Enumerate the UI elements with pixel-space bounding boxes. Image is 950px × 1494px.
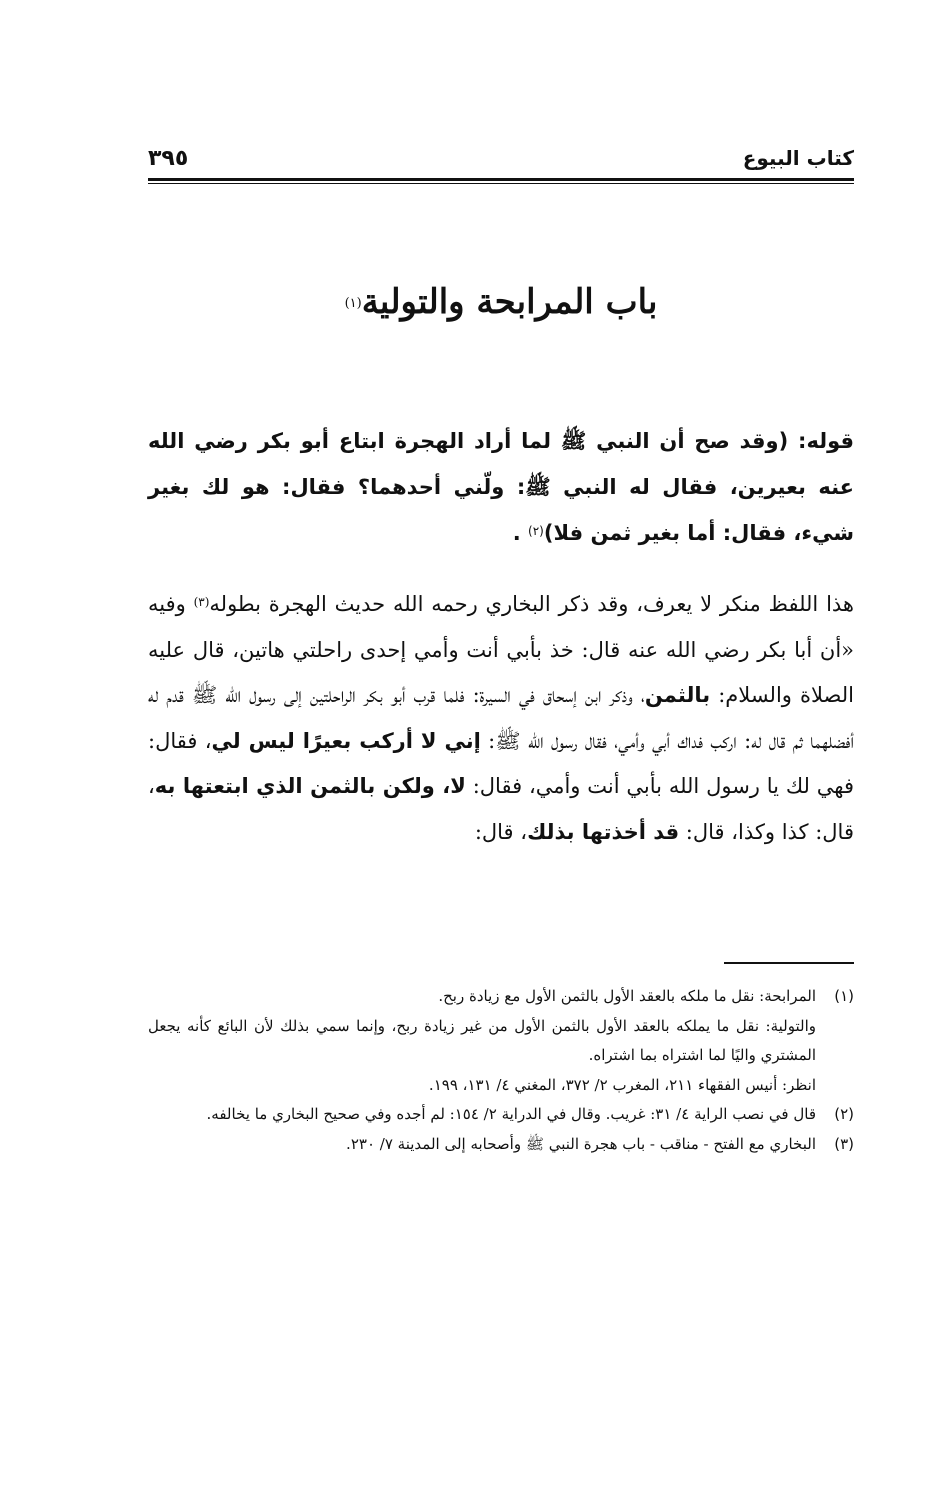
quote-text: قوله: (وقد صح أن النبي ﷺ لما أراد الهجرة ابتاع أبو بكر رضي الله عنه بعيرين، فقال له النبي ﷺ: ولّني أحدهما؟ فقال: هو لك بغير شيء، فقال: أما بغير ثمن فلا) bbox=[148, 429, 854, 545]
chapter-title-text: باب المرابحة والتولية bbox=[361, 282, 658, 322]
page-number: ٣٩٥ bbox=[148, 145, 189, 171]
footnote-line: والتولية: نقل ما يملكه بالعقد الأول بالثمن الأول من غير زيادة ربح، وإنما سمي بذلك لأن البائع كأنه يجعل المشتري واليًا لما اشتراه بما اشتراه. bbox=[148, 1016, 816, 1064]
footnote-line: البخاري مع الفتح - مناقب - باب هجرة النبي ﷺ وأصحابه إلى المدينة ٧/ ٢٣٠. bbox=[346, 1134, 816, 1153]
commentary-emphasis: قد أخذتها بذلك bbox=[527, 819, 680, 844]
header-rule-thin bbox=[148, 183, 854, 184]
commentary-text: هذا اللفظ منكر لا يعرف، وقد ذكر البخاري رحمه الله حديث الهجرة بطوله bbox=[209, 592, 854, 616]
header-rule-thick bbox=[148, 178, 854, 181]
page-header bbox=[148, 140, 854, 176]
quoted-text bbox=[148, 418, 854, 556]
chapter-footnote-ref: (١) bbox=[344, 296, 362, 311]
commentary-emphasis: لا، ولكن بالثمن الذي ابتعتها به bbox=[154, 774, 466, 798]
footnote-body bbox=[148, 982, 816, 1100]
footnote-number: (٢) bbox=[834, 1105, 854, 1123]
footnote-body bbox=[148, 1130, 816, 1160]
commentary-text: ، قال: كذا وكذا، قال: bbox=[148, 774, 854, 844]
commentary-text: وفيه «أن أبا بكر رضي الله عنه قال: خذ بأبي أنت وأمي إحدى راحلتي هاتين، قال عليه الصلاة والسلام: bbox=[148, 592, 854, 707]
footnote bbox=[148, 1100, 854, 1130]
commentary-paragraph bbox=[148, 582, 854, 855]
footnote-line: انظر: أنيس الفقهاء ٢١١، المغرب ٢/ ٣٧٢، المغني ٤/ ١٣١، ١٩٩. bbox=[428, 1075, 816, 1094]
footnote bbox=[148, 982, 854, 1100]
commentary-footnote-ref: (٣) bbox=[193, 595, 210, 609]
footnotes bbox=[148, 982, 854, 1159]
commentary-text: ، قال: bbox=[474, 819, 528, 844]
commentary-text: ، فقال: فهي لك يا رسول الله بأبي أنت وأمي، فقال: bbox=[148, 728, 854, 798]
commentary-text: ، وذكر ابن إسحاق في السيرة: فلما قرب أبو بكر الراحلتين إلى رسول الله ﷺ قدم له أفضلهما ثم قال له: اركب فداك أبي وأمي، فقال رسول الله ﷺ: bbox=[148, 683, 854, 753]
quote-end: . bbox=[512, 521, 529, 545]
footnote-number: (٣) bbox=[834, 1134, 854, 1153]
quote-footnote-ref: (٢) bbox=[528, 524, 544, 538]
footnote-line: المرابحة: نقل ما ملكه بالعقد الأول بالثمن الأول مع زيادة ربح. bbox=[438, 987, 816, 1005]
footnote-separator bbox=[724, 962, 854, 964]
header-rule bbox=[148, 178, 854, 185]
chapter-title bbox=[148, 280, 854, 324]
footnote bbox=[148, 1130, 854, 1160]
footnote-body bbox=[148, 1100, 816, 1130]
footnote-line: قال في نصب الراية ٤/ ٣١: غريب. وقال في الدراية ٢/ ١٥٤: لم أجده وفي صحيح البخاري ما يخالفه. bbox=[206, 1105, 816, 1123]
commentary-emphasis: إني لا أركب بعيرًا ليس لي bbox=[211, 728, 481, 753]
footnote-number: (١) bbox=[834, 987, 854, 1005]
commentary-emphasis: بالثمن bbox=[644, 683, 711, 707]
running-title: كتاب البيوع bbox=[742, 146, 854, 170]
book-page bbox=[148, 0, 854, 1494]
